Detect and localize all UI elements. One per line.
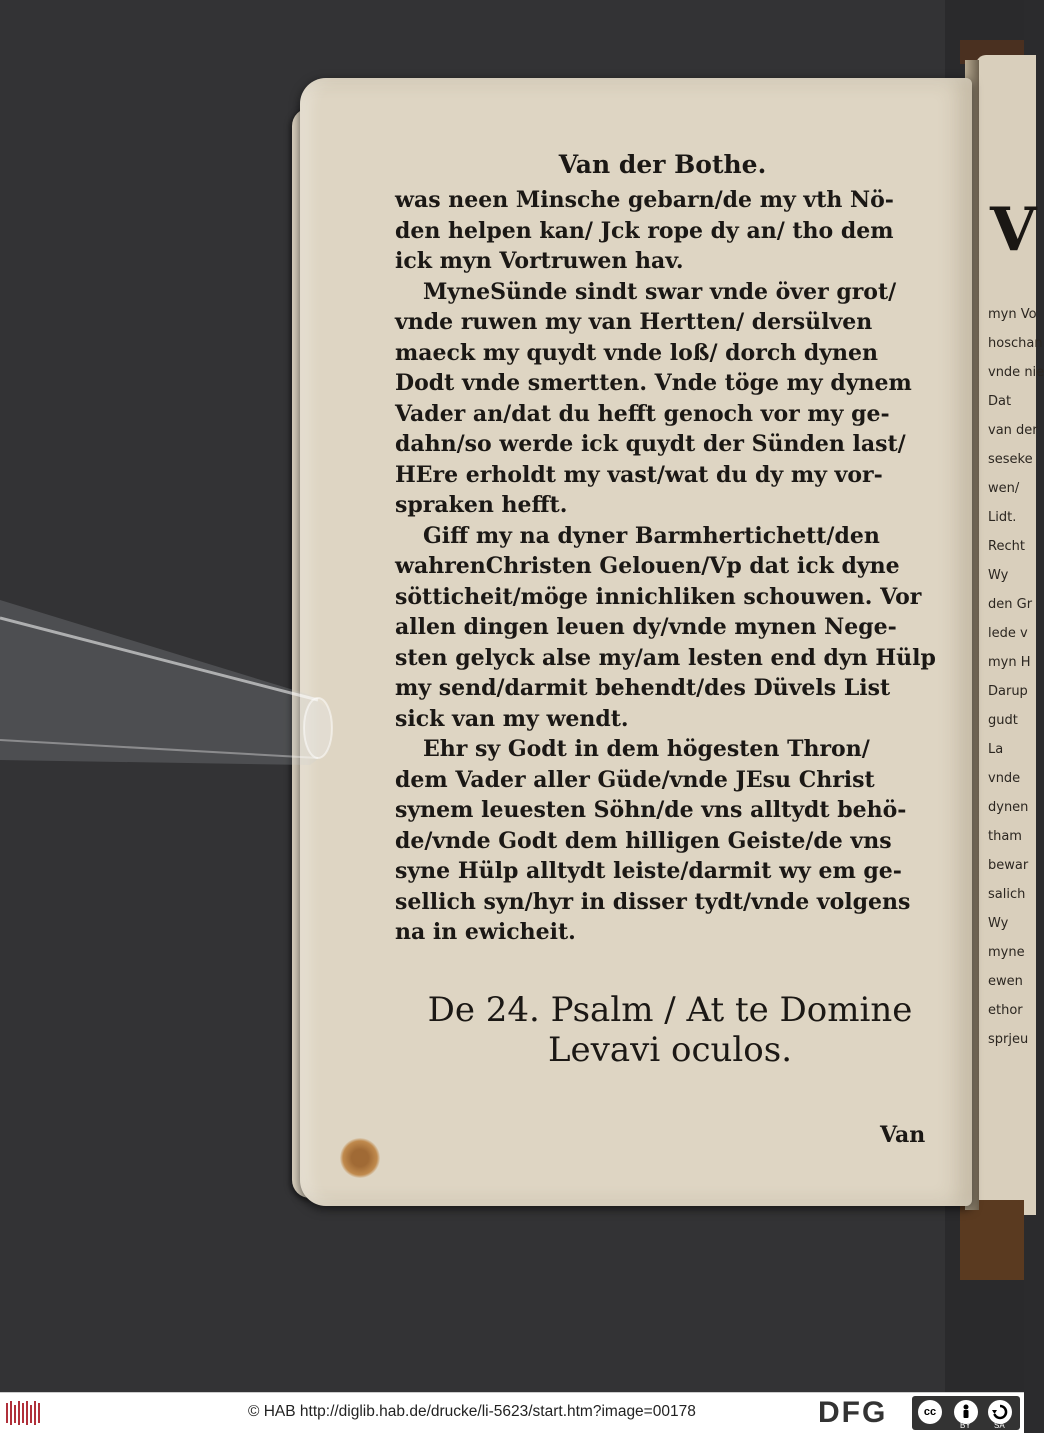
text-line: wahrenChristen Gelouen/Vp dat ick dyne — [395, 553, 900, 579]
facing-page-fragment: Wy — [988, 916, 1009, 931]
text-line: HEre erholdt my vast/wat du dy my vor- — [395, 461, 883, 488]
text-line: synem leuesten Söhn/de vns alltydt behö- — [395, 797, 907, 823]
copyright-url[interactable]: © HAB http://diglib.hab.de/drucke/li-5623/start.htm?image=00178 — [248, 1403, 696, 1420]
facing-page-fragment: lede v — [988, 626, 1028, 641]
facing-page-fragment: dynen — [988, 800, 1029, 815]
text-line: sten gelyck alse my/am lesten end dyn Hülp — [395, 644, 936, 671]
text-line: MyneSünde sindt swar vnde över grot/ — [423, 278, 897, 305]
text-line: my send/darmit behendt/des Düvels List — [395, 675, 891, 701]
facing-page-fragment: ewen — [988, 974, 1023, 989]
psalm-title-line-1: De 24. Psalm / At te Domine — [427, 989, 913, 1030]
running-head: Van der Bothe. — [558, 150, 767, 179]
text-line: sick van my wendt. — [395, 705, 629, 732]
hab-logo-icon — [6, 1399, 42, 1427]
text-line: sellich syn/hyr in disser tydt/vnde volgens — [395, 888, 911, 915]
facing-page-fragment: Wy — [988, 568, 1009, 583]
paper-stain — [340, 1138, 380, 1178]
cc-icon: cc — [918, 1400, 942, 1424]
facing-page-fragment: wen/ — [988, 481, 1020, 496]
text-line: sötticheit/möge innichliken schouwen. Vor — [395, 583, 922, 610]
text-line: den helpen kan/ Jck rope dy an/ tho dem — [395, 217, 894, 244]
facing-page-fragment: La — [988, 742, 1004, 757]
text-line: allen dingen leuen dy/vnde mynen Nege- — [395, 614, 897, 640]
facing-page-fragment: ethor — [988, 1003, 1023, 1018]
text-line: de/vnde Godt dem hilligen Geiste/de vns — [395, 827, 892, 854]
glass-tip — [304, 698, 332, 758]
facing-page-fragment: Darup — [988, 684, 1028, 699]
text-line: Vader an/dat du hefft genoch vor my ge- — [395, 400, 890, 427]
psalm-title-line-2: Levavi oculos. — [547, 1029, 793, 1070]
cc-license-badge[interactable] — [912, 1396, 1020, 1430]
text-line: Dodt vnde smertten. Vnde töge my dynem — [395, 370, 912, 396]
glass-body — [0, 600, 330, 765]
text-line: maeck my quydt vnde loß/ dorch dynen — [395, 339, 879, 366]
text-line: Ehr sy Godt in dem högesten Thron/ — [423, 736, 870, 762]
glass-page-holder — [0, 600, 340, 760]
facing-page-fragment: sprjeu — [988, 1032, 1029, 1047]
text-line: na in ewicheit. — [395, 919, 576, 945]
catchword: Van — [880, 1122, 926, 1148]
body-text — [395, 185, 945, 948]
facing-page-fragment: tham — [988, 829, 1022, 844]
facing-page-fragment: van der — [988, 423, 1038, 438]
text-line: spraken hefft. — [395, 492, 568, 518]
facing-page-fragment: Dat — [988, 394, 1012, 409]
text-line: vnde ruwen my van Hertten/ dersülven — [395, 309, 873, 335]
facing-page-fragment: seseke — [988, 452, 1033, 467]
facing-page-fragment: Recht — [988, 539, 1025, 554]
text-line: dahn/so werde ick quydt der Sünden last/ — [395, 431, 906, 457]
by-label: BY — [960, 1421, 971, 1430]
glass-holder-graphic — [0, 600, 340, 760]
facing-page-fragment: myne — [988, 945, 1025, 960]
facing-page-text — [988, 300, 1044, 1054]
text-line: dem Vader aller Güde/vnde JEsu Christ — [395, 766, 875, 793]
facing-page-fragment: salich — [988, 887, 1026, 902]
facing-page-fragment: bewar — [988, 858, 1029, 873]
book-spine-bottom — [960, 1200, 1024, 1280]
sa-label: SA — [994, 1421, 1005, 1430]
text-line: was neen Minsche gebarn/de my vth Nö- — [395, 187, 894, 213]
facing-page-initial: V — [990, 195, 1037, 265]
facing-page-fragment: vnde — [988, 771, 1021, 786]
facing-page-fragment: den Gr — [988, 597, 1033, 612]
facing-page-fragment: vnde nie — [988, 365, 1044, 380]
facing-page-fragment: gudt — [988, 713, 1018, 728]
text-line: syne Hülp alltydt leiste/darmit wy em ge- — [395, 858, 902, 884]
facing-page-fragment: myn Vo — [988, 307, 1037, 322]
page-text — [395, 150, 945, 1070]
facing-page-fragment: myn H — [988, 655, 1031, 670]
text-line: ick myn Vortruwen hav. — [395, 248, 684, 274]
dfg-logo: DFG — [818, 1396, 888, 1429]
facing-page-fragment: Lidt. — [988, 510, 1017, 525]
footer-bar — [0, 1392, 1024, 1433]
text-line: Giff my na dyner Barmhertichett/den — [423, 522, 880, 549]
facing-page-fragment: hoschan — [988, 336, 1043, 351]
